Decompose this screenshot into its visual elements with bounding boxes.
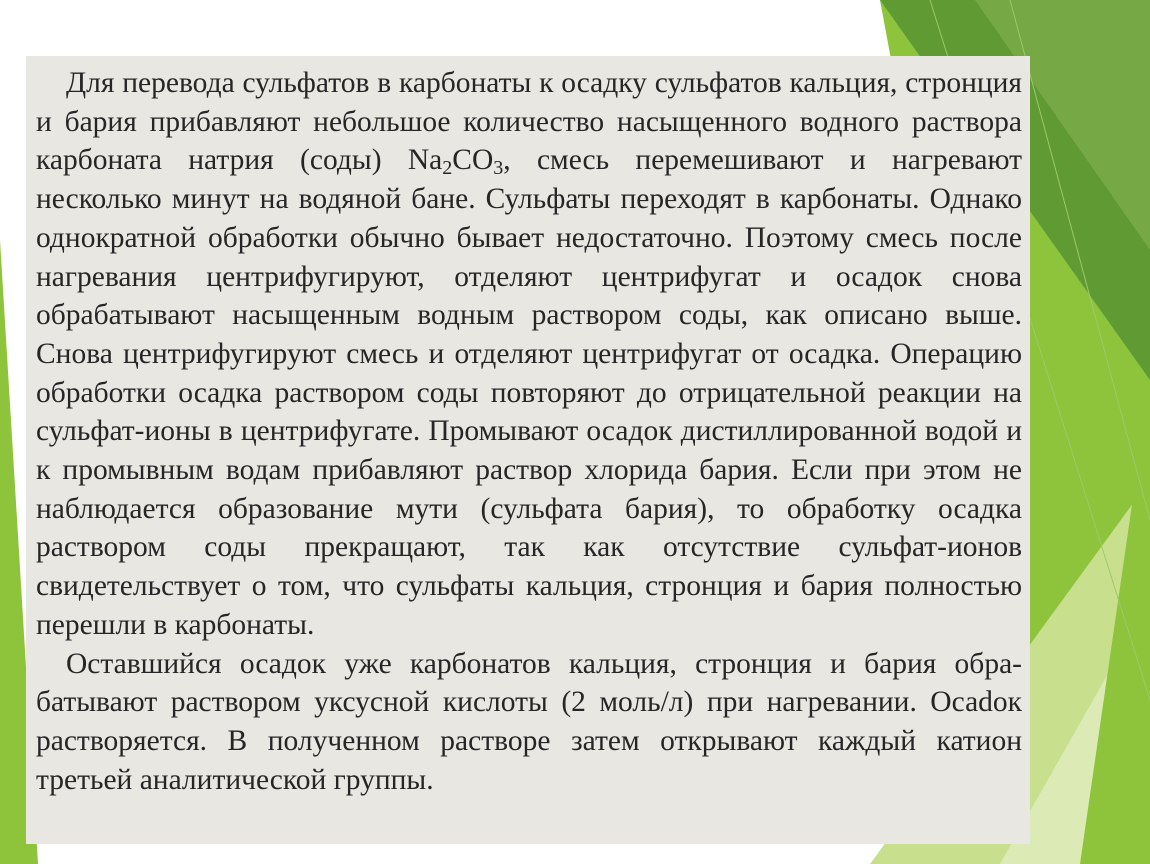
formula-na-subscript: 2: [442, 157, 453, 180]
formula-na: Na: [407, 144, 443, 177]
paragraph-1-text-after-formula: , смесь перемешивают и нагревают несколько минут на водяной бане. Сульфаты переходят в карбонаты. Однако однократной обработки обычно бывает недостаточно. Поэтому смесь после нагревания центрифугируют, отделяют центрифугат и осадок снова обрабатывают насыщенным водным раствором соды, как описано выше. Снова центрифугируют смесь и отделяют центрифугат от осадка. Операцию обработки осадка раствором соды повторяют до отрицательной реакции на сульфат-ионы в центрифугате. Промывают осадок дистиллированной водой и к промывным водам прибавляют раствор хлорида бария. Если при этом не наблюдается образование мути (сульфата бария), то обработку осадка раствором соды прекращают, так как отсутствие сульфат-ионов свидетельствует о том, что сульфаты кальция, стронция и бария полностью перешли в карбонаты.: [36, 144, 1022, 641]
chemical-formula: [407, 144, 504, 180]
formula-co-subscript: 3: [493, 157, 504, 180]
formula-co: CO: [452, 144, 494, 177]
paragraph-1-text-before-formula: Для перевода сульфатов в карбонаты к осадку сульфатов кальция, стронция и бария прибавляют небольшое количество насыщенного водного раствора карбоната натрия (соды): [36, 67, 1022, 177]
paragraph-2: Оставшийся осадок уже карбонатов кальция, стронция и бария обрабатывают раствором уксусной кислоты (2 моль/л) при нагревании. Осаdок растворяется. В полученном растворе затем открывают каждый катион третьей аналитической группы.: [36, 647, 1022, 796]
main-text-block: [36, 64, 1022, 799]
paragraph-1: [36, 64, 1022, 645]
